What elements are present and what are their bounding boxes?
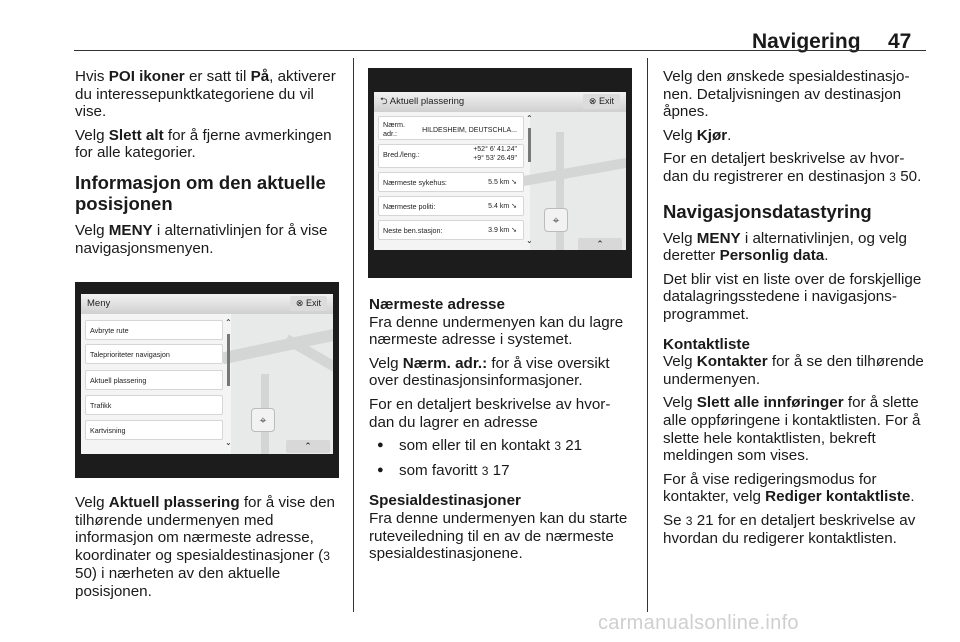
- paragraph-edit-mode: For å vise redigeringsmodus for kontakter, velg Rediger kontaktliste.: [663, 470, 915, 506]
- menu-titlebar: [81, 294, 333, 314]
- row-nearest-address[interactable]: Nærm. adr.: HILDESHEIM, DEUTSCHLA...: [378, 116, 524, 140]
- paragraph-save-detail: For en detaljert beskrivelse av hvor-dan du lagrer en adresse: [369, 395, 611, 431]
- position-titlebar: [374, 92, 626, 112]
- exit-icon: ⊗: [295, 298, 304, 308]
- paragraph-personal-data: Velg MENY i alternativlinjen, og velg deretter Personlig data.: [663, 229, 907, 265]
- bullet-contact: ● som eller til en kontakt 3 21: [369, 437, 635, 456]
- watermark: carmanualsonline.info: [598, 612, 799, 634]
- menu-screenshot: [75, 282, 339, 478]
- paragraph-select-nearest: Velg Nærm. adr.: for å vise oversikt over destinasjonsinformasjoner.: [369, 354, 610, 390]
- scroll-down-icon[interactable]: ⌄: [526, 236, 533, 245]
- row-lat-long[interactable]: Bred./leng.: +52° 6' 41.24" +9° 53' 26.49": [378, 144, 524, 168]
- scrollbar[interactable]: [227, 334, 230, 386]
- menu-item-cancel-route[interactable]: Avbryte rute: [85, 320, 223, 340]
- heading-nearest-address: Nærmeste adresse: [369, 296, 505, 313]
- menu-item-traffic[interactable]: Trafikk: [85, 395, 223, 415]
- menu-item-voice-prompts[interactable]: Taleprioriteter navigasjon: [85, 344, 223, 364]
- paragraph-register-destination: For en detaljert beskrivelse av hvor-dan du registrerer en destinasjon 3 50.: [663, 150, 922, 185]
- collapse-button[interactable]: [286, 440, 330, 453]
- exit-button-2[interactable]: ⊗ Exit: [583, 94, 620, 109]
- heading-navigation-data: Navigasjonsdatastyring: [663, 200, 872, 222]
- row-nearest-hospital[interactable]: Nærmeste sykehus: 5.5 km ➘: [378, 172, 524, 192]
- left-column-top: [75, 68, 343, 263]
- paragraph-delete-all: Velg Slett alle innføringer for å slette alle oppføringene i kontaktlisten. For å slette hele kontaktlisten, bekreft meldingen som vises.: [663, 394, 921, 465]
- paragraph-contacts: Velg Kontakter for å se den tilhørende undermenyen.: [663, 353, 924, 388]
- left-column-bottom: [75, 494, 343, 607]
- paragraph-current-position: Velg Aktuell plassering for å vise den tilhørende undermenyen med informasjon om nærmeste adresse, koordinater og spesialdestinasjoner (3 50) i nærheten av den aktuelle posisjonen.: [75, 494, 336, 600]
- chevron-up-icon: ⌃: [596, 239, 604, 249]
- column-divider-2: [647, 58, 648, 612]
- reference-arrow-icon: 3: [685, 513, 693, 528]
- header-rule: [74, 50, 926, 51]
- paragraph-see-reference: Se 3 21 for en detaljert beskrivelse av hvordan du redigerer kontaktlisten.: [663, 511, 916, 548]
- heading-current-position-info: Informasjon om den aktuelle posisjonen: [75, 171, 326, 214]
- direction-arrow-icon: ➘: [511, 179, 517, 186]
- paragraph-save-address: Fra denne undermenyen kan du lagre nærmeste adresse i systemet.: [369, 313, 624, 349]
- position-screenshot: [368, 68, 632, 278]
- scroll-up-icon[interactable]: ⌃: [526, 114, 533, 123]
- paragraph-drive: Velg Kjør.: [663, 126, 732, 144]
- page-number: 47: [888, 30, 912, 53]
- paragraph-menu-instruction: Velg MENY i alternativlinjen for å vise navigasjonsmenyen.: [75, 221, 328, 257]
- row-next-gas-station[interactable]: Neste ben.stasjon: 3.9 km ➘: [378, 220, 524, 240]
- heading-special-destinations: Spesialdestinasjoner: [369, 492, 521, 510]
- paragraph-clear-all: Velg Slett alt for å fjerne avmerkingen for alle kategorier.: [75, 126, 332, 162]
- chevron-up-icon: ⌃: [304, 441, 312, 451]
- back-icon[interactable]: ⮌: [380, 96, 388, 107]
- menu-screen-title: Meny: [87, 298, 111, 309]
- paragraph-special-destinations: Fra denne undermenyen kan du starte ruteveiledning til en av de nærmeste spesialdestinasjonene.: [369, 509, 628, 563]
- position-screen-title: Aktuell plassering: [389, 96, 465, 107]
- reference-arrow-icon: 3: [554, 439, 562, 454]
- exit-icon: ⊗: [588, 96, 597, 106]
- collapse-button[interactable]: [578, 238, 622, 250]
- reference-arrow-icon: 3: [481, 463, 489, 478]
- right-column: [663, 68, 929, 554]
- scroll-down-icon[interactable]: ⌄: [225, 438, 232, 447]
- direction-arrow-icon: ➘: [511, 203, 517, 210]
- reference-arrow-icon: 3: [323, 548, 330, 563]
- direction-arrow-icon: ➘: [511, 227, 517, 234]
- exit-button[interactable]: ⊗ Exit: [290, 296, 327, 311]
- row-nearest-police[interactable]: Nærmeste politi: 5.4 km ➘: [378, 196, 524, 216]
- position-target-icon[interactable]: ⌖: [251, 408, 275, 432]
- column-divider-1: [353, 58, 354, 612]
- heading-contact-list: Kontaktliste: [663, 335, 750, 353]
- middle-column-text: [369, 296, 635, 569]
- reference-arrow-icon: 3: [889, 169, 896, 184]
- menu-item-map-view[interactable]: Kartvisning: [85, 420, 223, 440]
- position-target-icon[interactable]: ⌖: [544, 208, 568, 232]
- scrollbar[interactable]: [528, 128, 531, 162]
- menu-item-current-position[interactable]: Aktuell plassering: [85, 370, 223, 390]
- paragraph-select-poi: Velg den ønskede spesialdestinasjo-nen. Detaljvisningen av destinasjon åpnes.: [663, 68, 910, 121]
- scroll-up-icon[interactable]: ⌃: [225, 318, 232, 327]
- bullet-favourite: ● som favoritt 3 17: [369, 462, 635, 481]
- paragraph-poi-icons: Hvis POI ikoner er satt til På, aktiverer du interessepunktkategoriene du vil vise.: [75, 68, 336, 121]
- paragraph-storage-list: Det blir vist en liste over de forskjellige datalagringsstedene i navigasjons-programmet.: [663, 270, 922, 323]
- page-header-title: Navigering: [752, 30, 861, 53]
- map-view: [231, 314, 333, 454]
